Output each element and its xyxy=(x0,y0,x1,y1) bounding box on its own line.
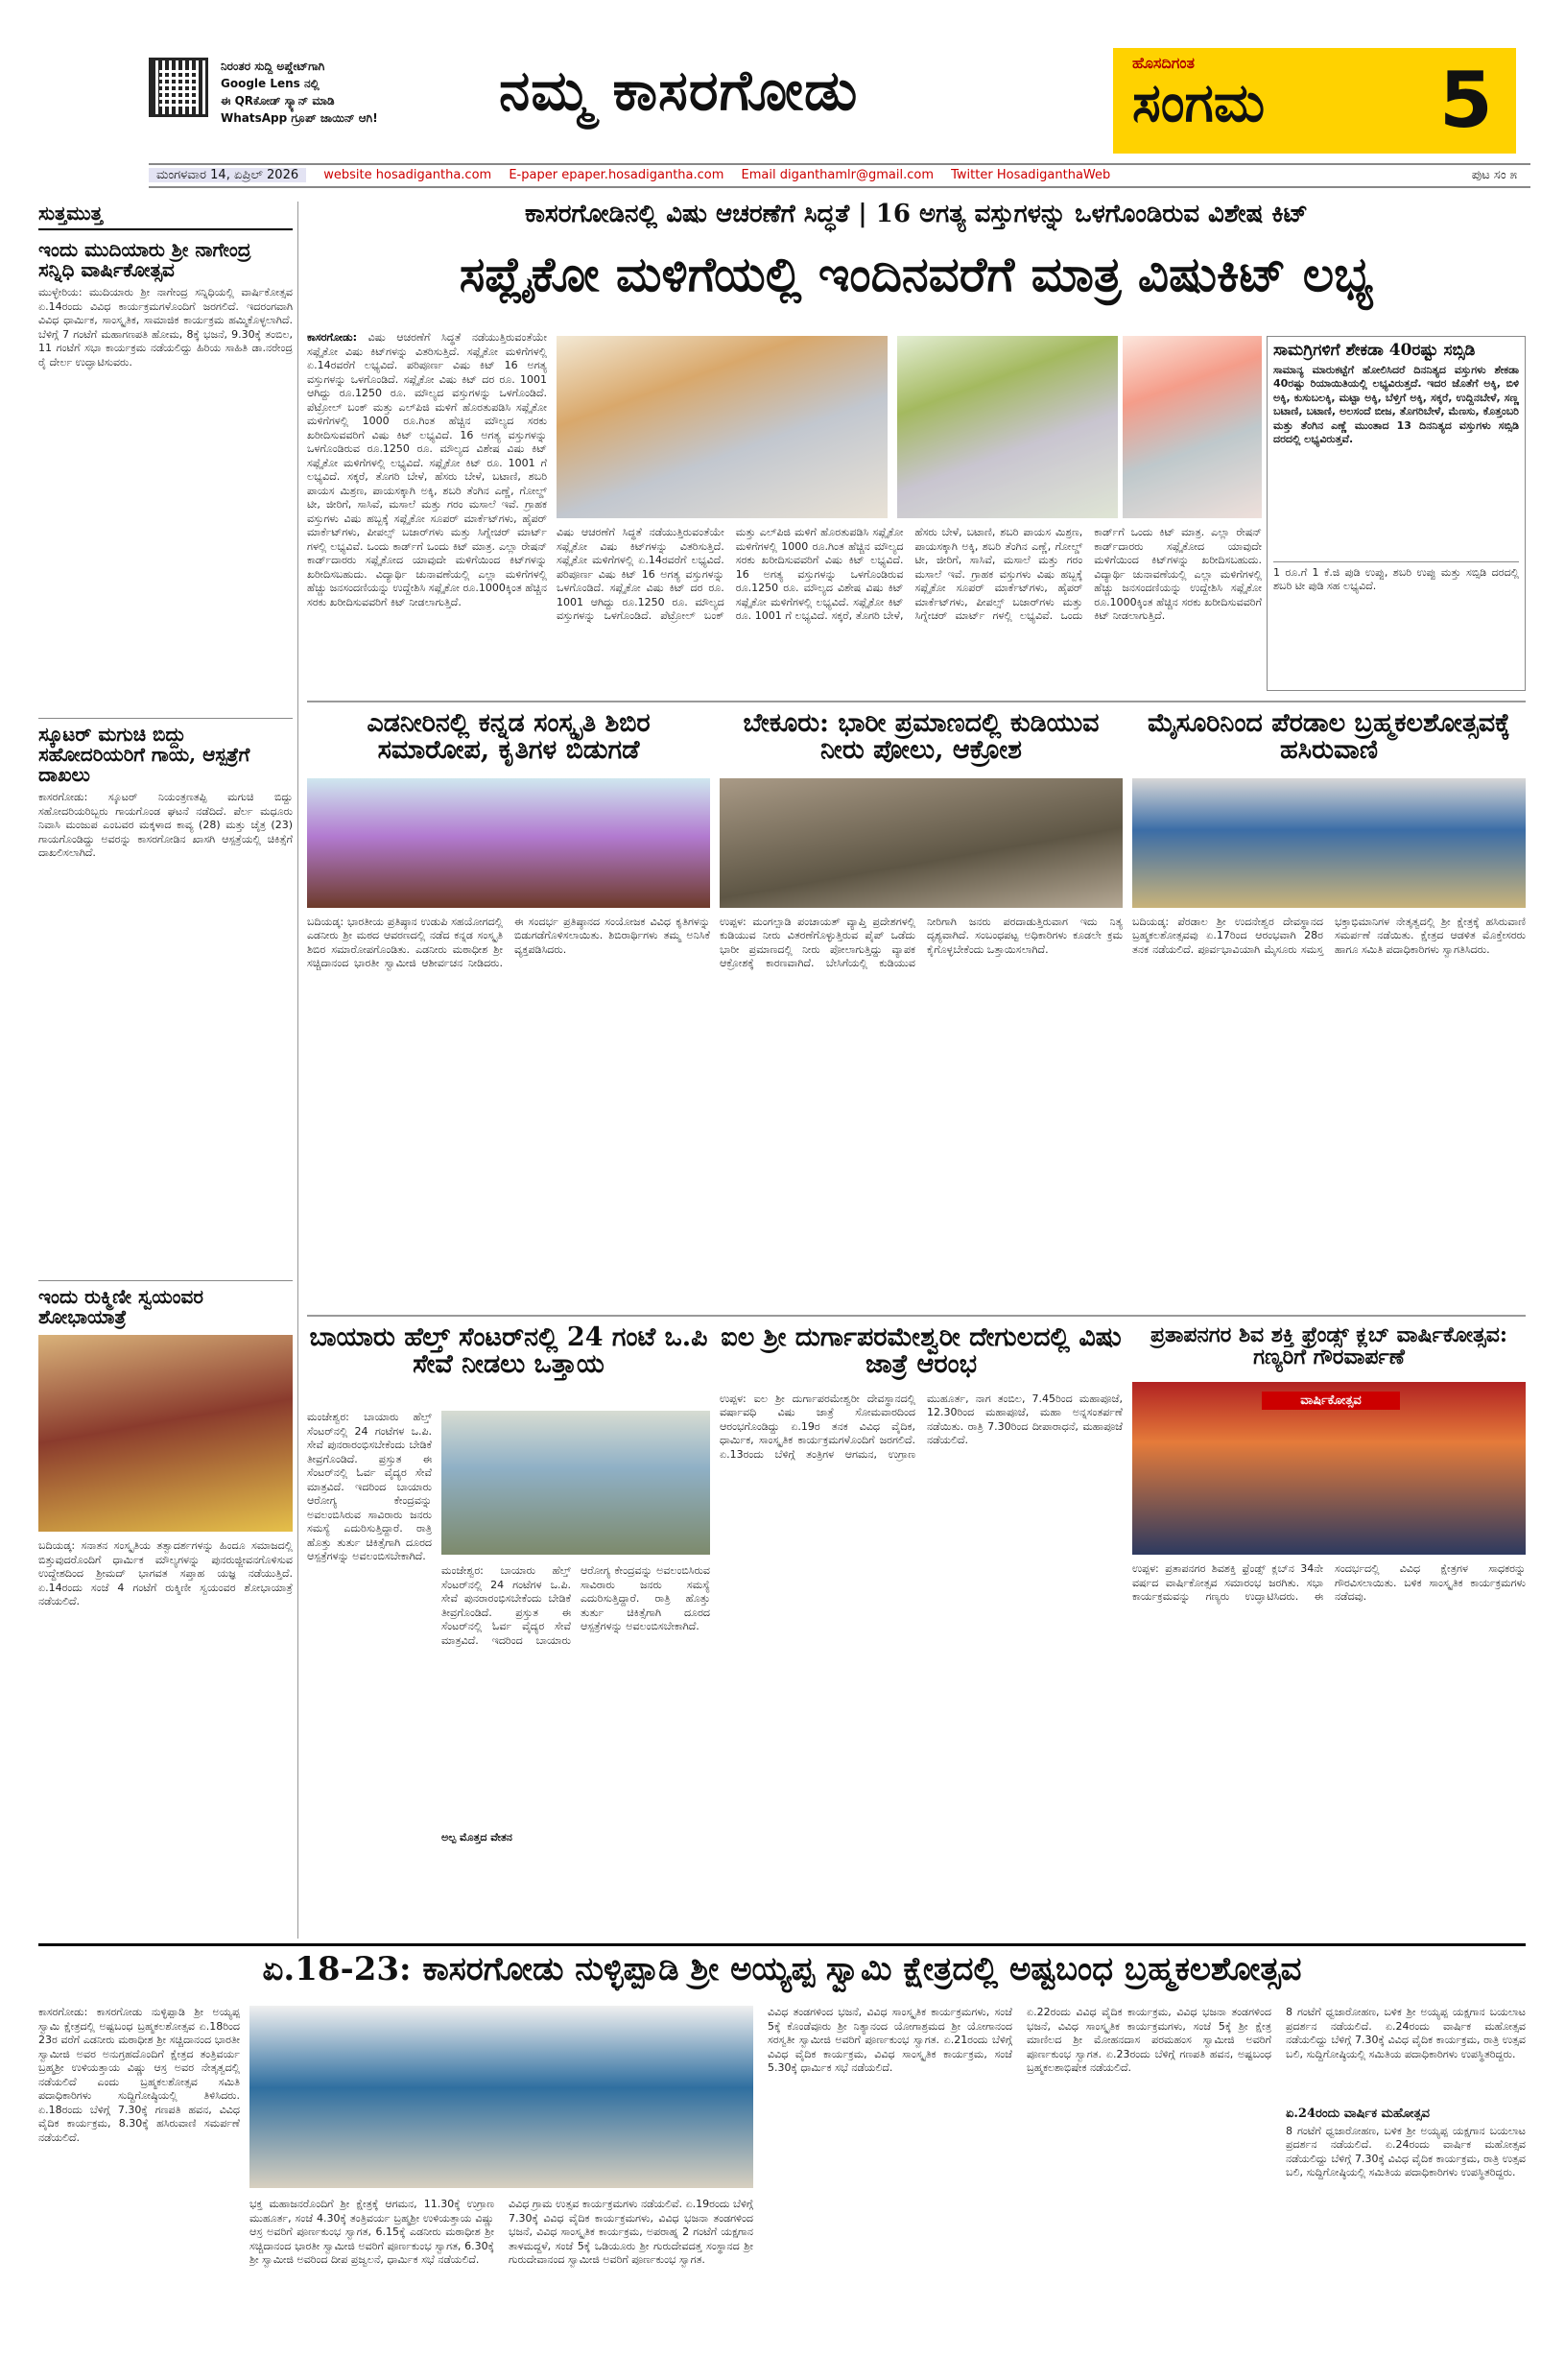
lead-photo xyxy=(1123,336,1262,518)
sidebox-extra: 1 ರೂ.ಗೆ 1 ಕೆ.ಜಿ ಪುಡಿ ಉಪ್ಪು, ಶಬರಿ ಉಪ್ಪು ಮತ್ತು ಸಬ್ಸಿಡಿ ದರದಲ್ಲಿ ಶಬರಿ ಟೀ ಪುಡಿ ಸಹ ಲಭ್ಯವಿದೆ. xyxy=(1273,561,1519,662)
bottom-photo xyxy=(249,2006,753,2188)
lead-dateline: ಕಾಸರಗೋಡು: xyxy=(307,331,357,344)
lead-photo xyxy=(897,336,1118,518)
bottom-col: ಭಕ್ತ ಮಹಾಜನರೊಂದಿಗೆ ಶ್ರೀ ಕ್ಷೇತ್ರಕ್ಕೆ ಆಗಮನ, 11.30ಕ್ಕೆ ಉಗ್ರಾಣ ಮುಹೂರ್ತ, ಸಂಜೆ 4.30ಕ್ಕೆ ತಂತ್ರಿವರ್ಯ ಬ್ರಹ್ಮಶ್ರೀ ಉಳಿಯತ್ತಾಯ ವಿಷ್ಣು ಆಸ್ರ ಅವರಿಗೆ ಪೂರ್ಣಕುಂಭ ಸ್ವಾಗತ, 6.15ಕ್ಕೆ ಎಡನೀರು ಮಠಾಧೀಶ ಶ್ರೀ ಸಚ್ಚಿದಾನಂದ ಭಾರತೀ ಸ್ವಾಮೀಜಿ ಅವರಿಗೆ ಪೂರ್ಣಕುಂಭ ಸ್ವಾಗತ, 6.30ಕ್ಕೆ ಶ್ರೀ ಸ್ವಾಮೀಜಿ ಅವರಿಂದ ದೀಪ ಪ್ರಜ್ವಲನೆ, ಧಾರ್ಮಿಕ ಸಭೆ ನಡೆಯಲಿದೆ. xyxy=(249,2198,494,2266)
bottom-subhead: ಏ.24ರಂದು ವಾರ್ಷಿಕ ಮಹೋತ್ಸವ xyxy=(1286,2106,1430,2121)
story-headline: ಪ್ರತಾಪನಗರ ಶಿವ ಶಕ್ತಿ ಫ್ರೆಂಡ್ಸ್ ಕ್ಲಬ್ ವಾರ್ಷಿಕೋತ್ಸವ: ಗಣ್ಯರಿಗೆ ಗೌರವಾರ್ಪಣೆ xyxy=(1150,1322,1508,1370)
lead-text: ವಿಷು ಆಚರಣೆಗೆ ಸಿದ್ಧತೆ ನಡೆಯುತ್ತಿರುವಂತೆಯೇ ಸಪ್ಲೈಕೋ ವಿಷು ಕಿಟ್‌ಗಳನ್ನು ವಿತರಿಸುತ್ತಿದೆ. ಸಪ್ಲೈಕೋ ಮಳಿಗೆಗಳಲ್ಲಿ ಏ.14ರವರೆಗೆ ಲಭ್ಯವಿದೆ. ಪರಿಪೂರ್ಣ ವಿಷು ಕಿಟ್ 16 ಅಗತ್ಯ ವಸ್ತುಗಳನ್ನು ಒಳಗೊಂಡಿದೆ. ಸಪ್ಲೈಕೋ ವಿಷು ಕಿಟ್ ದರ ರೂ. 1001 ಆಗಿದ್ದು ರೂ.1250 ರೂ. ಮೌಲ್ಯದ ವಸ್ತುಗಳನ್ನು ಒಳಗೊಂಡಿದೆ. ಪೆಟ್ರೋಲ್ ಬಂಕ್ ಮತ್ತು ಎಲ್‌ಪಿಜಿ ಮಳಿಗೆ ಹೊರತುಪಡಿಸಿ ಸಪ್ಲೈಕೋ ಮಳಿಗೆಗಳಲ್ಲಿ 1000 ರೂ.ಗಿಂತ ಹೆಚ್ಚಿನ ಮೌಲ್ಯದ ಸರಕು ಖರೀದಿಸುವವರಿಗೆ ವಿಷು ಕಿಟ್ ಲಭ್ಯವಿದೆ. 16 ಅಗತ್ಯ ವಸ್ತುಗಳನ್ನು ಒಳಗೊಂಡಿರುವ ರೂ.1250 ರೂ. ಮೌಲ್ಯದ ವಿಶೇಷ ವಿಷು ಕಿಟ್ ಸಪ್ಲೈಕೋ ಮಳಿಗೆಗಳಲ್ಲಿ ಲಭ್ಯವಿದೆ. ಸಪ್ಲೈಕೋ ಕಿಟ್ ರೂ. 1001 ಗೆ ಲಭ್ಯವಿದೆ. ಸಕ್ಕರೆ, ತೊಗರಿ ಬೇಳೆ, ಹೆಸರು ಬೇಳೆ, ಬಟಾಣಿ, ಶಬರಿ ಪಾಯಸ ಮಿಶ್ರಣ, ಪಾಯಸಕ್ಕಾಗಿ ಅಕ್ಕಿ, ಶಬರಿ ತೆಂಗಿನ ಎಣ್ಣೆ, ಗೋಲ್ಡ್ ಟೀ, ಜೀರಿಗೆ, ಸಾಸಿವೆ, ಮಸಾಲೆ ಮತ್ತು ಗರಂ ಮಸಾಲೆ ಇವೆ. ಗ್ರಾಹಕ ವಸ್ತುಗಳು ವಿಷು ಹಬ್ಬಕ್ಕೆ ಸಪ್ಲೈಕೋ ಸೂಪರ್ ಮಾರ್ಕೆಟ್‌ಗಳು, ಹೈಪರ್ ಮಾರ್ಕೆಟ್‌ಗಳು, ಪೀಪಲ್ಸ್ ಬಜಾರ್‌ಗಳು ಮತ್ತು ಸಿಗ್ನೇಚರ್ ಮಾರ್ಟ್ ಗಳಲ್ಲಿ ಲಭ್ಯವಿವೆ. ಒಂದು ಕಾರ್ಡ್‌ಗೆ ಒಂದು ಕಿಟ್ ಮಾತ್ರ. ಎಲ್ಲಾ ರೇಷನ್ ಕಾರ್ಡ್‌ದಾರರು ಸಪ್ಲೈಕೋದ ಯಾವುದೇ ಮಳಿಗೆಯಿಂದ ಕಿಟ್‌ಗಳನ್ನು ಖರೀದಿಸಬಹುದು. ವಿದ್ಯಾರ್ಥಿ ಚುನಾವಣೆಯಲ್ಲಿ ಎಲ್ಲಾ ಮಳಿಗೆಗಳಲ್ಲಿ ಹೆಚ್ಚು ಜನಸಂದಣಿಯನ್ನು ಉದ್ದೇಶಿಸಿ ಸಪ್ಲೈಕೋ ರೂ.1000ಕ್ಕಿಂತ ಹೆಚ್ಚಿನ ಸರಕು ಖರೀದಿಸುವವರಿಗೆ ಕಿಟ್ ನೀಡಲಾಗುತ್ತಿದೆ. xyxy=(307,331,547,608)
bottom-headline: ಏ.18-23: ಕಾಸರಗೋಡು ನುಳ್ಳಿಪ್ಪಾಡಿ ಶ್ರೀ ಅಯ್ಯಪ್ಪ ಸ್ವಾಮಿ ಕ್ಷೇತ್ರದಲ್ಲಿ ಅಷ್ಟಬಂಧ ಬ್ರಹ್ಮಕಲಶೋತ್ಸವ xyxy=(262,1950,1302,1988)
qr-text-line: Google Lens ನಲ್ಲಿ xyxy=(221,77,320,90)
epaper-link[interactable]: E-paper epaper.hosadigantha.com xyxy=(509,168,724,182)
bottom-col: ವಿವಿಧ ತಂಡಗಳಿಂದ ಭಜನೆ, ವಿವಿಧ ಸಾಂಸ್ಕೃತಿಕ ಕಾರ್ಯಕ್ರಮಗಳು, ಸಂಜೆ 5ಕ್ಕೆ ಕೊಂಡೆವೂರು ಶ್ರೀ ನಿತ್ಯಾನಂದ ಯೋಗಾಶ್ರಮದ ಶ್ರೀ ಯೋಗಾನಂದ ಸರಸ್ವತೀ ಸ್ವಾಮೀಜಿ ಅವರಿಗೆ ಪೂರ್ಣಕುಂಭ ಸ್ವಾಗತ. ಏ.21ರಂದು ಬೆಳಿಗ್ಗೆ ವಿವಿಧ ವೈದಿಕ ಕಾರ್ಯಕ್ರಮ, ವಿವಿಧ ಸಾಂಸ್ಕೃತಿಕ ಕಾರ್ಯಕ್ರಮ, ಸಂಜೆ 5.30ಕ್ಕೆ ಧಾರ್ಮಿಕ ಸಭೆ ನಡೆಯಲಿದೆ. xyxy=(768,2006,1012,2074)
story-aila xyxy=(720,1324,1123,1939)
issue-date: ಮಂಗಳವಾರ 14, ಏಪ್ರಿಲ್ 2026 xyxy=(149,168,306,182)
qr-text-line: ಈ QRಕೋಡ್ ಸ್ಕ್ಯಾನ್ ಮಾಡಿ xyxy=(221,94,335,107)
sidebar-story-headline: ಇಂದು ರುಕ್ಮಿಣೀ ಸ್ವಯಂವರ ಶೋಭಾಯಾತ್ರೆ xyxy=(38,1280,293,1327)
email-link[interactable]: Email diganthamlr@gmail.com xyxy=(741,168,934,182)
sidebar-photo xyxy=(38,1335,293,1532)
story-body: ಉಪ್ಪಳ: ಮಂಗಲ್ಪಾಡಿ ಪಂಚಾಯತ್ ವ್ಯಾಪ್ತಿ ಪ್ರದೇಶಗಳಲ್ಲಿ ಕುಡಿಯುವ ನೀರು ವಿತರಣೆಗೊಳ್ಳುತ್ತಿರುವ ಪೈಪ್ ಒಡೆದು ಭಾರೀ ಪ್ರಮಾಣದಲ್ಲಿ ನೀರು ಪೋಲಾಗುತ್ತಿದ್ದು ವ್ಯಾಪಕ ಆಕ್ರೋಶಕ್ಕೆ ಕಾರಣವಾಗಿದೆ. ಬೇಸಿಗೆಯಲ್ಲಿ ಕುಡಿಯುವ ನೀರಿಗಾಗಿ ಜನರು ಪರದಾಡುತ್ತಿರುವಾಗ ಇದು ನಿತ್ಯ ದೃಶ್ಯವಾಗಿದೆ. ಸಂಬಂಧಪಟ್ಟ ಅಧಿಕಾರಿಗಳು ಕೂಡಲೇ ಕ್ರಮ ಕೈಗೊಳ್ಳಬೇಕೆಂದು ಒತ್ತಾಯಿಸಲಾಗಿದೆ. xyxy=(720,915,1123,970)
section-divider xyxy=(38,1943,1526,1946)
sidebox-title: ಸಾಮಗ್ರಿಗಳಿಗೆ ಶೇಕಡಾ 40ರಷ್ಟು ಸಬ್ಸಿಡಿ xyxy=(1273,341,1476,360)
section-name: ಸಂಗಮ xyxy=(1132,71,1266,134)
story-bekuru xyxy=(720,710,1123,1305)
story-headline: ಐಲ ಶ್ರೀ ದುರ್ಗಾಪರಮೇಶ್ವರೀ ದೇಗುಲದಲ್ಲಿ ವಿಷು ಜಾತ್ರೆ ಆರಂಭ xyxy=(721,1322,1122,1380)
story-photo xyxy=(307,778,710,908)
story-body: ಬದಿಯಡ್ಕ: ಭಾರತೀಯ ಪ್ರತಿಷ್ಠಾನ ಉಡುಪಿ ಸಹಯೋಗದಲ್ಲಿ ಎಡನೀರು ಶ್ರೀ ಮಠದ ಆವರಣದಲ್ಲಿ ನಡೆದ ಕನ್ನಡ ಸಂಸ್ಕೃತಿ ಶಿಬಿರ ಸಮಾರೋಪಗೊಂಡಿತು. ಎಡನೀರು ಮಠಾಧೀಶ ಶ್ರೀ ಸಚ್ಚಿದಾನಂದ ಭಾರತೀ ಸ್ವಾಮೀಜಿ ಆಶೀರ್ವಚನ ನೀಡಿದರು. ಈ ಸಂದರ್ಭ ಪ್ರತಿಷ್ಠಾನದ ಸಂಯೋಜಕ ವಿವಿಧ ಕೃತಿಗಳನ್ನು ಬಿಡುಗಡೆಗೊಳಿಸಲಾಯಿತು. ಶಿಬಿರಾರ್ಥಿಗಳು ತಮ್ಮ ಅನಿಸಿಕೆ ವ್ಯಕ್ತಪಡಿಸಿದರು. xyxy=(307,915,710,970)
column-divider xyxy=(297,202,298,1939)
brand-logo: ಹೊಸದಿಗಂತ xyxy=(1132,54,1195,72)
story-body: ಉಪ್ಪಳ: ಪ್ರತಾಪನಗರ ಶಿವಶಕ್ತಿ ಫ್ರೆಂಡ್ಸ್ ಕ್ಲಬ್‌ನ 34ನೇ ವರ್ಷದ ವಾರ್ಷಿಕೋತ್ಸವ ಸಮಾರಂಭ ಜರಗಿತು. ಸಭಾ ಕಾರ್ಯಕ್ರಮವನ್ನು ಗಣ್ಯರು ಉದ್ಘಾಟಿಸಿದರು. ಈ ಸಂದರ್ಭದಲ್ಲಿ ವಿವಿಧ ಕ್ಷೇತ್ರಗಳ ಸಾಧಕರನ್ನು ಗೌರವಿಸಲಾಯಿತು. ಬಳಿಕ ಸಾಂಸ್ಕೃತಿಕ ಕಾರ್ಯಕ್ರಮಗಳು ನಡೆದವು. xyxy=(1132,1562,1526,1604)
sidebox-body: ಸಾಮಾನ್ಯ ಮಾರುಕಟ್ಟೆಗೆ ಹೋಲಿಸಿದರೆ ದಿನನಿತ್ಯದ ವಸ್ತುಗಳು ಶೇಕಡಾ 40ರಷ್ಟು ರಿಯಾಯಿತಿಯಲ್ಲಿ ಲಭ್ಯವಿರುತ್ತದೆ. ಇದರ ಜೊತೆಗೆ ಅಕ್ಕಿ, ಬಿಳಿ ಅಕ್ಕಿ, ಕುಸುಬಲಕ್ಕಿ, ಮಟ್ಟಾ ಅಕ್ಕಿ, ಬೆಳ್ತಿಗೆ ಅಕ್ಕಿ, ಸಕ್ಕರೆ, ಉದ್ದಿನಬೇಳೆ, ಸಣ್ಣ ಬಟಾಣಿ, ಬಟಾಣಿ, ಅಲಸಂದೆ ಬೀಜ, ತೊಗರಿಬೇಳೆ, ಮೆಣಸು, ಕೊತ್ತಂಬರಿ ಮತ್ತು ತೆಂಗಿನ ಎಣ್ಣೆ ಮುಂತಾದ 13 ದಿನನಿತ್ಯದ ವಸ್ತುಗಳು ಸಬ್ಸಿಡಿ ದರದಲ್ಲಿ ಲಭ್ಯವಿರುತ್ತವೆ. xyxy=(1273,363,1519,446)
twitter-link[interactable]: Twitter HosadiganthaWeb xyxy=(951,168,1111,182)
qr-text-line: ನಿರಂತರ ಸುದ್ದಿ ಅಪ್ಡೇಟ್‌ಗಾಗಿ xyxy=(221,60,325,73)
qr-code[interactable] xyxy=(149,58,208,117)
masthead xyxy=(0,0,1541,158)
story-edaneeru xyxy=(307,710,710,1305)
story-body: ಬದಿಯಡ್ಕ: ಪೆರಡಾಲ ಶ್ರೀ ಉದನೇಶ್ವರ ದೇವಸ್ಥಾನದ ಬ್ರಹ್ಮಕಲಶೋತ್ಸವವು ಏ.17ರಿಂದ ಆರಂಭವಾಗಿ 28ರ ತನಕ ನಡೆಯಲಿದೆ. ಪೂರ್ವಭಾವಿಯಾಗಿ ಮೈಸೂರು ಸಮಸ್ತ ಭಕ್ತಾಭಿಮಾನಿಗಳ ನೇತೃತ್ವದಲ್ಲಿ ಶ್ರೀ ಕ್ಷೇತ್ರಕ್ಕೆ ಹಸಿರುವಾಣಿ ಸಮರ್ಪಣೆ ನಡೆಯಿತು. ಕ್ಷೇತ್ರದ ಆಡಳಿತ ಮೊಕ್ತೇಸರರು ಹಾಗೂ ಸಮಿತಿ ಪದಾಧಿಕಾರಿಗಳು ಸ್ವಾಗತಿಸಿದರು. xyxy=(1132,915,1526,956)
bottom-col: ಏ.22ರಂದು ವಿವಿಧ ವೈದಿಕ ಕಾರ್ಯಕ್ರಮ, ವಿವಿಧ ಭಜನಾ ತಂಡಗಳಿಂದ ಭಜನೆ, ವಿವಿಧ ಸಾಂಸ್ಕೃತಿಕ ಕಾರ್ಯಕ್ರಮಗಳು, ಸಂಜೆ 5ಕ್ಕೆ ಶ್ರೀ ಕ್ಷೇತ್ರ ಮಾಣಿಲದ ಶ್ರೀ ಮೋಹನದಾಸ ಪರಮಹಂಸ ಸ್ವಾಮೀಜಿ ಅವರಿಗೆ ಪೂರ್ಣಕುಂಭ ಸ್ವಾಗತ. ಏ.23ರಂದು ಬೆಳಿಗ್ಗೆ ಗಣಪತಿ ಹವನ, ಅಷ್ಟಬಂಧ ಬ್ರಹ್ಮಕಲಶಾಭಿಷೇಕ ನಡೆಯಲಿದೆ. xyxy=(1027,2006,1271,2074)
sidebar-story-headline: ಸ್ಕೂಟರ್ ಮಗುಚಿ ಬಿದ್ದು ಸಹೋದರಿಯರಿಗೆ ಗಾಯ, ಆಸ್ಪತ್ರೆಗೆ ದಾಖಲು xyxy=(38,718,293,785)
story-photo xyxy=(1132,778,1526,908)
story-peradala xyxy=(1132,710,1526,1305)
story-prathapanagara xyxy=(1132,1324,1526,1939)
lead-body xyxy=(307,331,547,686)
lead-headline: ಸಪ್ಲೈಕೋ ಮಳಿಗೆಯಲ್ಲಿ ಇಂದಿನವರೆಗೆ ಮಾತ್ರ ವಿಷುಕಿಟ್ ಲಭ್ಯ xyxy=(459,246,1374,302)
sidebar-column-title: ಸುತ್ತಮುತ್ತ xyxy=(38,202,293,230)
qr-text-line: WhatsApp ಗ್ರೂಪ್ ಜಾಯಿನ್ ಆಗಿ! xyxy=(221,111,378,125)
bottom-col: ಕಾಸರಗೋಡು: ಕಾಸರಗೋಡು ನುಳ್ಳಿಪ್ಪಾಡಿ ಶ್ರೀ ಅಯ್ಯಪ್ಪ ಸ್ವಾಮಿ ಕ್ಷೇತ್ರದಲ್ಲಿ ಅಷ್ಟಬಂಧ ಬ್ರಹ್ಮಕಲಶೋತ್ಸವ ಏ.18ರಿಂದ 23ರ ವರೆಗೆ ಎಡನೀರು ಮಠಾಧೀಶ ಶ್ರೀ ಸಚ್ಚಿದಾನಂದ ಭಾರತೀ ಸ್ವಾಮೀಜಿ ಅವರ ಅನುಗ್ರಹದೊಂದಿಗೆ ಕ್ಷೇತ್ರದ ತಂತ್ರಿವರ್ಯ ಬ್ರಹ್ಮಶ್ರೀ ಉಳಿಯತ್ತಾಯ ವಿಷ್ಣು ಆಸ್ರ ಅವರ ನೇತೃತ್ವದಲ್ಲಿ ನಡೆಯಲಿದೆ ಎಂದು ಬ್ರಹ್ಮಕಲಶೋತ್ಸವ ಸಮಿತಿ ಪದಾಧಿಕಾರಿಗಳು ಸುದ್ದಿಗೋಷ್ಠಿಯಲ್ಲಿ ತಿಳಿಸಿದರು. ಏ.18ರಂದು ಬೆಳಿಗ್ಗೆ 7.30ಕ್ಕೆ ಗಣಪತಿ ಹವನ, ವಿವಿಧ ವೈದಿಕ ಕಾರ್ಯಕ್ರಮ, 8.30ಕ್ಕೆ ಹಸಿರುವಾಣಿ ಸಮರ್ಪಣೆ ನಡೆಯಲಿದೆ. xyxy=(38,2006,240,2144)
bottom-col xyxy=(1286,2006,1526,2361)
sidebar-story-body: ಬದಿಯಡ್ಕ: ಸನಾತನ ಸಂಸ್ಕೃತಿಯ ತತ್ವಾದರ್ಶಗಳನ್ನು ಹಿಂದೂ ಸಮಾಜದಲ್ಲಿ ಬಿತ್ತುವುದರೊಂದಿಗೆ ಧಾರ್ಮಿಕ ಮೌಲ್ಯಗಳನ್ನು ಪುನರುಜ್ಜೀವನಗೊಳಿಸುವ ಉದ್ದೇಶದಿಂದ ಶ್ರೀಮದ್ ಭಾಗವತ ಸಪ್ತಾಹ ಯಜ್ಞ ನಡೆಯುತ್ತಿದೆ. ಏ.14ರಂದು ಸಂಜೆ 4 ಗಂಟೆಗೆ ರುಕ್ಮಿಣೀ ಸ್ವಯಂವರ ಶೋಭಾಯಾತ್ರೆ ನಡೆಯಲಿದೆ. xyxy=(38,1539,293,1607)
sidebar-story-headline: ಇಂದು ಮುದಿಯಾರು ಶ್ರೀ ನಾಗೇಂದ್ರ ಸನ್ನಿಧಿ ವಾರ್ಷಿಕೋತ್ಸವ xyxy=(38,238,251,281)
lead-sidebox xyxy=(1267,336,1526,691)
row-divider xyxy=(307,701,1526,702)
qr-instructions xyxy=(221,58,489,127)
story-photo xyxy=(1132,1382,1526,1555)
sidebar xyxy=(38,202,293,1939)
info-bar xyxy=(149,163,1530,188)
row-divider xyxy=(307,1315,1526,1317)
lead-photo xyxy=(557,336,888,518)
story-headline: ಬಾಯಾರು ಹೆಲ್ತ್ ಸೆಂಟರ್‌ನಲ್ಲಿ 24 ಗಂಟೆ ಒ.ಪಿ ಸೇವೆ ನೀಡಲು ಒತ್ತಾಯ xyxy=(309,1322,708,1380)
sidebar-story-body: ಕಾಸರಗೋಡು: ಸ್ಕೂಟರ್ ನಿಯಂತ್ರಣತಪ್ಪಿ ಮಗುಚಿ ಬಿದ್ದು ಸಹೋದರಿಯರಿಬ್ಬರು ಗಾಯಗೊಂಡ ಘಟನೆ ನಡೆದಿದೆ. ಪೆರ್ಲ ಮಧೂರು ನಿವಾಸಿ ಮಂಜುಪ ಎಂಬವರ ಮಕ್ಕಳಾದ ಕಾವ್ಯ (28) ಮತ್ತು ಚೈತ್ರ (23) ಗಾಯಗೊಂಡಿದ್ದು ಅವರನ್ನು ಕಾಸರಗೋಡಿನ ಖಾಸಗಿ ಆಸ್ಪತ್ರೆಯಲ್ಲಿ ಚಿಕಿತ್ಸೆಗೆ ದಾಖಲಿಸಲಾಗಿದೆ. xyxy=(38,791,293,859)
page-number: 5 xyxy=(1439,56,1493,145)
story-headline: ಮೈಸೂರಿನಿಂದ ಪೆರಡಾಲ ಬ್ರಹ್ಮಕಲಶೋತ್ಸವಕ್ಕೆ ಹಸಿರುವಾಣಿ xyxy=(1148,708,1510,766)
story-subhead: ಅಲ್ಪ ಮೊತ್ತದ ವೇತನ xyxy=(441,1831,512,1844)
website-link[interactable]: website hosadigantha.com xyxy=(323,168,492,182)
lead-body-continued: ವಿಷು ಆಚರಣೆಗೆ ಸಿದ್ಧತೆ ನಡೆಯುತ್ತಿರುವಂತೆಯೇ ಸಪ್ಲೈಕೋ ವಿಷು ಕಿಟ್‌ಗಳನ್ನು ವಿತರಿಸುತ್ತಿದೆ. ಸಪ್ಲೈಕೋ ಮಳಿಗೆಗಳಲ್ಲಿ ಏ.14ರವರೆಗೆ ಲಭ್ಯವಿದೆ. ಪರಿಪೂರ್ಣ ವಿಷು ಕಿಟ್ 16 ಅಗತ್ಯ ವಸ್ತುಗಳನ್ನು ಒಳಗೊಂಡಿದೆ. ಸಪ್ಲೈಕೋ ವಿಷು ಕಿಟ್ ದರ ರೂ. 1001 ಆಗಿದ್ದು ರೂ.1250 ರೂ. ಮೌಲ್ಯದ ವಸ್ತುಗಳನ್ನು ಒಳಗೊಂಡಿದೆ. ಪೆಟ್ರೋಲ್ ಬಂಕ್ ಮತ್ತು ಎಲ್‌ಪಿಜಿ ಮಳಿಗೆ ಹೊರತುಪಡಿಸಿ ಸಪ್ಲೈಕೋ ಮಳಿಗೆಗಳಲ್ಲಿ 1000 ರೂ.ಗಿಂತ ಹೆಚ್ಚಿನ ಮೌಲ್ಯದ ಸರಕು ಖರೀದಿಸುವವರಿಗೆ ವಿಷು ಕಿಟ್ ಲಭ್ಯವಿದೆ. 16 ಅಗತ್ಯ ವಸ್ತುಗಳನ್ನು ಒಳಗೊಂಡಿರುವ ರೂ.1250 ರೂ. ಮೌಲ್ಯದ ವಿಶೇಷ ವಿಷು ಕಿಟ್ ಸಪ್ಲೈಕೋ ಮಳಿಗೆಗಳಲ್ಲಿ ಲಭ್ಯವಿದೆ. ಸಪ್ಲೈಕೋ ಕಿಟ್ ರೂ. 1001 ಗೆ ಲಭ್ಯವಿದೆ. ಸಕ್ಕರೆ, ತೊಗರಿ ಬೇಳೆ, ಹೆಸರು ಬೇಳೆ, ಬಟಾಣಿ, ಶಬರಿ ಪಾಯಸ ಮಿಶ್ರಣ, ಪಾಯಸಕ್ಕಾಗಿ ಅಕ್ಕಿ, ಶಬರಿ ತೆಂಗಿನ ಎಣ್ಣೆ, ಗೋಲ್ಡ್ ಟೀ, ಜೀರಿಗೆ, ಸಾಸಿವೆ, ಮಸಾಲೆ ಮತ್ತು ಗರಂ ಮಸಾಲೆ ಇವೆ. ಗ್ರಾಹಕ ವಸ್ತುಗಳು ವಿಷು ಹಬ್ಬಕ್ಕೆ ಸಪ್ಲೈಕೋ ಸೂಪರ್ ಮಾರ್ಕೆಟ್‌ಗಳು, ಹೈಪರ್ ಮಾರ್ಕೆಟ್‌ಗಳು, ಪೀಪಲ್ಸ್ ಬಜಾರ್‌ಗಳು ಮತ್ತು ಸಿಗ್ನೇಚರ್ ಮಾರ್ಟ್ ಗಳಲ್ಲಿ ಲಭ್ಯವಿವೆ. ಒಂದು ಕಾರ್ಡ್‌ಗೆ ಒಂದು ಕಿಟ್ ಮಾತ್ರ. ಎಲ್ಲಾ ರೇಷನ್ ಕಾರ್ಡ್‌ದಾರರು ಸಪ್ಲೈಕೋದ ಯಾವುದೇ ಮಳಿಗೆಯಿಂದ ಕಿಟ್‌ಗಳನ್ನು ಖರೀದಿಸಬಹುದು. ವಿದ್ಯಾರ್ಥಿ ಚುನಾವಣೆಯಲ್ಲಿ ಎಲ್ಲಾ ಮಳಿಗೆಗಳಲ್ಲಿ ಹೆಚ್ಚು ಜನಸಂದಣಿಯನ್ನು ಉದ್ದೇಶಿಸಿ ಸಪ್ಲೈಕೋ ರೂ.1000ಕ್ಕಿಂತ ಹೆಚ್ಚಿನ ಸರಕು ಖರೀದಿಸುವವರಿಗೆ ಕಿಟ್ ನೀಡಲಾಗುತ್ತಿದೆ. xyxy=(557,526,1262,622)
bottom-col: ವಿವಿಧ ಗ್ರಾಮ ಉತ್ಸವ ಕಾರ್ಯಕ್ರಮಗಳು ನಡೆಯಲಿವೆ. ಏ.19ರಂದು ಬೆಳಿಗ್ಗೆ 7.30ಕ್ಕೆ ವಿವಿಧ ವೈದಿಕ ಕಾರ್ಯಕ್ರಮಗಳು, ವಿವಿಧ ಭಜನಾ ತಂಡಗಳಿಂದ ಭಜನೆ, ವಿವಿಧ ಸಾಂಸ್ಕೃತಿಕ ಕಾರ್ಯಕ್ರಮ, ಅಪರಾಹ್ನ 2 ಗಂಟೆಗೆ ಯಕ್ಷಗಾನ ತಾಳಮದ್ದಳೆ, ಸಂಜೆ 5ಕ್ಕೆ ಒಡಿಯೂರು ಶ್ರೀ ಗುರುದೇವದತ್ತ ಸಂಸ್ಥಾನದ ಶ್ರೀ ಗುರುದೇವಾನಂದ ಸ್ವಾಮೀಜಿ ಅವರಿಗೆ ಪೂರ್ಣಕುಂಭ ಸ್ವಾಗತ. xyxy=(509,2198,753,2266)
story-bayaru xyxy=(307,1324,710,1939)
story-headline: ಎಡನೀರಿನಲ್ಲಿ ಕನ್ನಡ ಸಂಸ್ಕೃತಿ ಶಿಬಿರ ಸಮಾರೋಪ, ಕೃತಿಗಳ ಬಿಡುಗಡೆ xyxy=(367,708,651,766)
bottom-col-text: 8 ಗಂಟೆಗೆ ಧ್ವಜಾರೋಹಣ, ಬಳಿಕ ಶ್ರೀ ಅಯ್ಯಪ್ಪ ಯಕ್ಷಗಾನ ಬಯಲಾಟ ಪ್ರದರ್ಶನ ನಡೆಯಲಿದೆ. ಏ.24ರಂದು ವಾರ್ಷಿಕ ಮಹೋತ್ಸವ ನಡೆಯಲಿದ್ದು ಬೆಳಿಗ್ಗೆ 7.30ಕ್ಕೆ ವಿವಿಧ ವೈದಿಕ ಕಾರ್ಯಕ್ರಮ, ರಾತ್ರಿ ಉತ್ಸವ ಬಲಿ, ಸುದ್ದಿಗೋಷ್ಠಿಯಲ್ಲಿ ಸಮಿತಿಯ ಪದಾಧಿಕಾರಿಗಳು ಉಪಸ್ಥಿತರಿದ್ದರು. xyxy=(1286,2006,1526,2060)
sidebar-story-body: ಮುಳ್ಳೇರಿಯ: ಮುದಿಯಾರು ಶ್ರೀ ನಾಗೇಂದ್ರ ಸನ್ನಿಧಿಯಲ್ಲಿ ವಾರ್ಷಿಕೋತ್ಸವ ಏ.14ರಂದು ವಿವಿಧ ಕಾರ್ಯಕ್ರಮಗಳೊಂದಿಗೆ ಜರಗಲಿದೆ. ಇದರಂಗವಾಗಿ ವಿವಿಧ ಧಾರ್ಮಿಕ, ಸಾಂಸ್ಕೃತಿಕ, ಸಾಮಾಜಿಕ ಕಾರ್ಯಕ್ರಮ ಹಮ್ಮಿಕೊಳ್ಳಲಾಗಿದೆ. ಬೆಳಿಗ್ಗೆ 7 ಗಂಟೆಗೆ ಮಹಾಗಣಪತಿ ಹೋಮ, 8ಕ್ಕೆ ಭಜನೆ, 9.30ಕ್ಕೆ ತಂಬಿಲ, 11 ಗಂಟೆಗೆ ಸಭಾ ಕಾರ್ಯಕ್ರಮ ನಡೆಯಲಿದ್ದು ಹಿರಿಯ ಸಾಹಿತಿ ಡಾ.ನರೇಂದ್ರ ರೈ ದೇರ್ಲ ಉದ್ಘಾಟಿಸುವರು. xyxy=(38,286,293,369)
story-body: ಮಂಜೇಶ್ವರ: ಬಾಯಾರು ಹೆಲ್ತ್ ಸೆಂಟರ್‌ನಲ್ಲಿ 24 ಗಂಟೆಗಳ ಒ.ಪಿ. ಸೇವೆ ಪುನರಾರಂಭಿಸಬೇಕೆಂದು ಬೇಡಿಕೆ ತೀವ್ರಗೊಂಡಿದೆ. ಪ್ರಸ್ತುತ ಈ ಸೆಂಟರ್‌ನಲ್ಲಿ ಓರ್ವ ವೈದ್ಯರ ಸೇವೆ ಮಾತ್ರವಿದೆ. ಇದರಿಂದ ಬಾಯಾರು ಆರೋಗ್ಯ ಕೇಂದ್ರವನ್ನು ಅವಲಂಬಿಸಿರುವ ಸಾವಿರಾರು ಜನರು ಸಮಸ್ಯೆ ಎದುರಿಸುತ್ತಿದ್ದಾರೆ. ರಾತ್ರಿ ಹೊತ್ತು ತುರ್ತು ಚಿಕಿತ್ಸೆಗಾಗಿ ದೂರದ ಆಸ್ಪತ್ರೆಗಳನ್ನು ಅವಲಂಬಿಸಬೇಕಾಗಿದೆ. xyxy=(441,1564,710,1647)
lead-kicker: ಕಾಸರಗೋಡಿನಲ್ಲಿ ವಿಷು ಆಚರಣೆಗೆ ಸಿದ್ಧತೆ | 16 ಅಗತ್ಯ ವಸ್ತುಗಳನ್ನು ಒಳಗೊಂಡಿರುವ ವಿಶೇಷ ಕಿಟ್ xyxy=(525,200,1308,228)
story-photo xyxy=(441,1411,710,1555)
story-photo xyxy=(720,778,1123,908)
story-headline: ಬೇಕೂರು: ಭಾರೀ ಪ್ರಮಾಣದಲ್ಲಿ ಕುಡಿಯುವ ನೀರು ಪೋಲು, ಆಕ್ರೋಶ xyxy=(743,708,1100,766)
page-title: ನಮ್ಮ ಕಾಸರಗೋಡು xyxy=(499,58,859,123)
story-body: ಉಪ್ಪಳ: ಐಲ ಶ್ರೀ ದುರ್ಗಾಪರಮೇಶ್ವರೀ ದೇವಸ್ಥಾನದಲ್ಲಿ ವರ್ಷಾವಧಿ ವಿಷು ಜಾತ್ರೆ ಸೋಮವಾರದಿಂದ ಆರಂಭಗೊಂಡಿದ್ದು ಏ.19ರ ತನಕ ವಿವಿಧ ವೈದಿಕ, ಧಾರ್ಮಿಕ, ಸಾಂಸ್ಕೃತಿಕ ಕಾರ್ಯಕ್ರಮಗಳೊಂದಿಗೆ ಜರಗಲಿದೆ. ಏ.13ರಂದು ಬೆಳಿಗ್ಗೆ ತಂತ್ರಿಗಳ ಆಗಮನ, ಉಗ್ರಾಣ ಮುಹೂರ್ತ, ನಾಗ ತಂಬಿಲ, 7.45ರಿಂದ ಮಹಾಪೂಜೆ, 12.30ರಿಂದ ಮಹಾಪೂಜೆ, ಮಹಾ ಅನ್ನಸಂತರ್ಪಣೆ ನಡೆಯಿತು. ರಾತ್ರಿ 7.30ರಿಂದ ದೀಪಾರಾಧನೆ, ಮಹಾಪೂಜೆ ನಡೆಯಲಿದೆ. xyxy=(720,1392,1123,1461)
bottom-col-text: 8 ಗಂಟೆಗೆ ಧ್ವಜಾರೋಹಣ, ಬಳಿಕ ಶ್ರೀ ಅಯ್ಯಪ್ಪ ಯಕ್ಷಗಾನ ಬಯಲಾಟ ಪ್ರದರ್ಶನ ನಡೆಯಲಿದೆ. ಏ.24ರಂದು ವಾರ್ಷಿಕ ಮಹೋತ್ಸವ ನಡೆಯಲಿದ್ದು ಬೆಳಿಗ್ಗೆ 7.30ಕ್ಕೆ ವಿವಿಧ ವೈದಿಕ ಕಾರ್ಯಕ್ರಮ, ರಾತ್ರಿ ಉತ್ಸವ ಬಲಿ, ಸುದ್ದಿಗೋಷ್ಠಿಯಲ್ಲಿ ಸಮಿತಿಯ ಪದಾಧಿಕಾರಿಗಳು ಉಪಸ್ಥಿತರಿದ್ದರು. xyxy=(1286,2124,1526,2179)
story-body: ಮಂಜೇಶ್ವರ: ಬಾಯಾರು ಹೆಲ್ತ್ ಸೆಂಟರ್‌ನಲ್ಲಿ 24 ಗಂಟೆಗಳ ಒ.ಪಿ. ಸೇವೆ ಪುನರಾರಂಭಿಸಬೇಕೆಂದು ಬೇಡಿಕೆ ತೀವ್ರಗೊಂಡಿದೆ. ಪ್ರಸ್ತುತ ಈ ಸೆಂಟರ್‌ನಲ್ಲಿ ಓರ್ವ ವೈದ್ಯರ ಸೇವೆ ಮಾತ್ರವಿದೆ. ಇದರಿಂದ ಬಾಯಾರು ಆರೋಗ್ಯ ಕೇಂದ್ರವನ್ನು ಅವಲಂಬಿಸಿರುವ ಸಾವಿರಾರು ಜನರು ಸಮಸ್ಯೆ ಎದುರಿಸುತ್ತಿದ್ದಾರೆ. ರಾತ್ರಿ ಹೊತ್ತು ತುರ್ತು ಚಿಕಿತ್ಸೆಗಾಗಿ ದೂರದ ಆಸ್ಪತ್ರೆಗಳನ್ನು ಅವಲಂಬಿಸಬೇಕಾಗಿದೆ. xyxy=(307,1411,432,1562)
event-banner: ವಾರ್ಷಿಕೋತ್ಸವ xyxy=(1262,1392,1400,1410)
page-label: ಪುಟ ಸಂ ೫ xyxy=(1471,168,1517,182)
